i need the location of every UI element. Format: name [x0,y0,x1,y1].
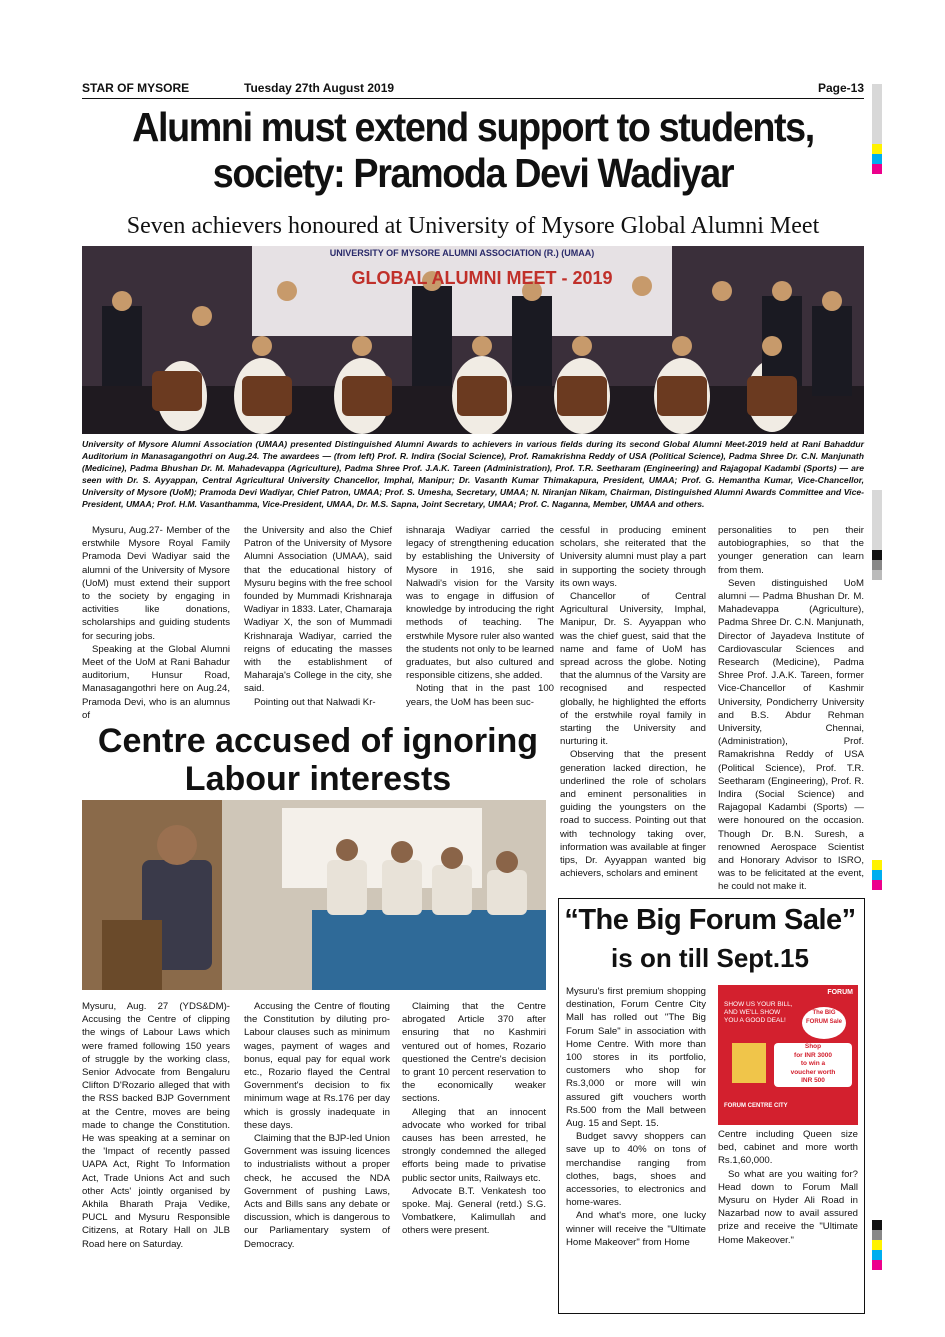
issue-date: Tuesday 27th August 2019 [244,81,395,95]
paragraph: Mysuru's first premium shopping destination, Forum Centre City Mall has rolled out "The Big Forum Sale" in association with Home Centre. With more than 100 stores in its portfolio, customers who shop for Rs.3,000 or more will win assured gift vouchers worth Rs.500 from the Mall between Aug. 15 and Sept. 15. [566,986,706,1130]
cyan-mark [872,154,882,164]
paper-name: STAR OF MYSORE [82,81,190,95]
forum-sale-subtitle: is on till Sept.15 [611,943,809,973]
story2-column-3 [402,1000,546,1238]
story1-column-2 [244,524,392,709]
paragraph: Chancellor of Central Agricultural University, Imphal, Manipur, Dr. S. Ayyappan who was the chief guest, said that the name and fame of UoM has spread across the globe. Noting that the alumnus of the Varsity are recognised and respected globally, he highlighted the efforts of the erstwhile royal family in starting the University and nurturing it. [560,591,706,748]
poster-offer-5: INR 500 [801,1077,825,1085]
registration-marks [872,84,882,174]
cyan-mark [872,1250,882,1260]
poster-brand: FORUM [827,989,853,996]
paragraph: Accusing the Centre of flouting the Constitution by diluting pro-Labour clauses such as minimum wages, payment of wages and bonus, equal pay for equal work etc., Rozario flayed the Central Government's decision to fix minimum wage at Rs.176 per day which is grossly inadequate in these days. [244,1001,390,1131]
poster-gift-box [732,1043,766,1083]
paragraph: personalities to pen their autobiographies, so that the younger generation can learn from them. [718,525,864,576]
registration-marks [872,490,882,580]
paragraph: ishnaraja Wadiyar carried the legacy of strengthening education by establishing the University of Mysore in 1916, she said Nalwadi's vision for the Varsity was to engage in diffusion of knowledge by introducing the right methods of teaching. The erstwhile Mysore ruler also wanted the students not only to be learned graduates, but also cultured and responsible citizens, she added. [406,525,554,682]
paragraph: the University and also the Chief Patron of the University of Mysore Alumni Association (UMAA), said that the educational history of Mysuru begins with the free school founded by Mummadi Krishnaraja Wadiyar in 1833. Later, Chamaraja Wadiyar X, the son of Mummadi Krishnaraja Wadiyar, carried the reigns of educating the masses with the establishment of Maharaja's College in the city, she said. [244,525,392,695]
magenta-mark [872,1260,882,1270]
forum-sale-column-1 [566,985,706,1249]
magenta-mark [872,164,882,174]
story1-column-3 [406,524,554,709]
yellow-mark [872,144,882,154]
poster-footer: FORUM CENTRE CITY [724,1103,788,1109]
paragraph: And what's more, one lucky winner will receive the "Ultimate Home Makeover" from Home [566,1210,706,1248]
poster-line2: AND WE'LL SHOW [724,1009,781,1016]
story1-headline-line2: society: Pramoda Devi Wadiyar [212,150,734,196]
grey-mark [872,570,882,580]
poster-line3: YOU A GOOD DEAL! [724,1017,786,1024]
poster-line1: SHOW US YOUR BILL, [724,1001,793,1008]
story1-column-5 [718,524,864,894]
paragraph: Mysuru, Aug.27- Member of the erstwhile Mysore Royal Family Pramoda Devi Wadiyar said the alumni of the University of Mysore (UoM) must extend their support to the society by engaging in activities like donations, scholarships and guiding students for securing jobs. [82,525,230,642]
paragraph: Speaking at the Global Alumni Meet of the UoM at Rani Bahadur auditorium, Hunsur Road, Manasagangothri here on Aug.24, Pramoda Devi, who is an alumnus of [82,643,230,721]
story2-headline [82,722,554,798]
yellow-mark [872,860,882,870]
paragraph: So what are you waiting for? Head down to Forum Mall Mysuru on Hyder Ali Road in Nazarbad now to avail assured prize and receive the "Ultimate Home Makeover." [718,1168,858,1246]
paragraph: cessful in producing eminent scholars, she reiterated that the University alumni must play a part in supporting the society through its own ways. [560,525,706,589]
paragraph: Claiming that the BJP-led Union Government was issuing licences to industrialists without a proper check, he accused the NDA Government of pushing Laws, Acts and Bills sans any debate or discussion, which is dangerous to our Parliamentary system of Democracy. [244,1133,390,1250]
page-number: Page-13 [817,81,864,95]
story2-headline-line1: Centre accused of ignoring [97,722,539,760]
photo-banner-top: UNIVERSITY OF MYSORE ALUMNI ASSOCIATION (R.) (UMAA) [329,248,595,258]
story1-column-1 [82,524,230,722]
poster-offer-4: voucher worth [790,1068,836,1076]
forum-sale-title: “The Big Forum Sale” [564,904,856,936]
poster-offer [774,1043,852,1087]
story1-headline-line1: Alumni must extend support to students, [132,104,814,150]
grey-block [872,490,882,550]
poster-offer-2: for INR 3000 [794,1051,832,1059]
story2-headline-line2: Labour interests [184,760,452,798]
black-mark [872,1220,882,1230]
forum-poster [718,985,858,1125]
story1-headline [113,104,832,196]
grey-mark [872,1230,882,1240]
magenta-mark [872,880,882,890]
paragraph: Centre including Queen size bed, cabinet and more worth Rs.1,60,000. [718,1129,858,1167]
paragraph: Noting that in the past 100 years, the UoM has been suc- [406,683,554,708]
story1-subhead: Seven achievers honoured at University of Mysore Global Alumni Meet [126,213,820,239]
forum-sale-column-2 [718,1128,858,1247]
story2-column-1 [82,1000,230,1251]
paragraph: Claiming that the Centre abrogated Article 370 after ensuring that no Kashmiri ventured out of homes, Rozario questioned the Centre's decision to grant 10 percent reservation to the economically weaker sections. [402,1001,546,1105]
photo-banner: GLOBAL ALUMNI MEET - 2019 [351,268,613,288]
paragraph: Budget savvy shoppers can save up to 40% on tons of merchandise ranging from clothes, bags, shoes and accessories, to electronics and home-wares. [566,1131,706,1209]
seminar-photo-art [82,800,546,990]
yellow-mark [872,1240,882,1250]
paragraph: Observing that the present generation lacked direction, he underlined the role of scholars and eminent personalities in guiding the youngsters on the road to success. Pointing out that with technology taking over, information was available at finger tips, Dr. Ayyappan wanted big achievers, scholars and eminent [560,749,706,880]
poster-badge: The BIG FORUM Sale [802,1007,846,1039]
black-mark [872,550,882,560]
poster-offer-3: to win a [800,1060,826,1068]
registration-marks [872,1220,882,1270]
seminar-photo [82,800,546,990]
photo-caption: University of Mysore Alumni Association (UMAA) presented Distinguished Alumni Awards to achievers in various fields during its second Global Alumni Meet-2019 held at Rani Bahaddur Auditorium in Manasagangothri on Aug.24. The awardees — (from left) Prof. R. Indira (Social Science), Prof. Ramakrishna Reddy of USA (Political Science), Padma Shree Dr. C.N. Manjunath (Medicine), Padma Bhushan Dr. M. Mahadevappa (Agriculture), Padma Shree Prof. J.A.K. Tareen (Administration), Prof. T.R. Seetharam (Engineering) and Rajagopal Kadambi (Sports) — are seen with Dr. S. Ayyappan, Central Agricultural University Chancellor, Imphal, Manipur; Dr. Vasanth Kumar Thimakapura, President, UMAA; Prof. G. Hemantha Kumar, Vice-Chancellor, University of Mysore (UoM); Pramoda Devi Wadiyar, Chief Patron, UMAA; Prof. S. Umesha, Secretary, UMAA; N. Niranjan Nikam, Chairman, Distinguished Alumni Awards Committee and Vice-President, UMAA; Prof. H.M. Vasanthamma, Vice-President, UMAA, Dr. M.S. Sapna, Joint Secretary, UMAA; Prof. C. Naganna, Member, UMAA and others. [82,439,864,509]
alumni-photo [82,246,864,434]
paragraph: Alleging that an innocent advocate who worked for tribal causes has been arrested, he strongly condemned the alleged efforts being made to privatise public sector units, Railways etc. [402,1106,546,1184]
paragraph: Seven distinguished UoM alumni — Padma Bhushan Dr. M. Mahadevappa (Agriculture), Padma Shree Dr. C.N. Manjunath, Director of Jayadeva Institute of Cardiovascular Sciences and Research (Medicine), Padma Shree Prof. J.A.K. Tareen, former Vice-Chancellor of Kashmir University, Pondicherry University and B.S. Abdur Rehman University, Chennai, (Administration), Prof. Ramakrishna Reddy of USA (Political Science), Prof. T.R. Seetharam (Engineering), Prof. R. Indira (Social Science) and Rajagopal Kadambi (Sports) — were honoured on the occasion. Though Dr. B.N. Suresh, a renowned Aerospace Scientist and Honorary Advisor to ISRO, was to be felicitated at the event, he could not make it. [718,577,864,893]
poster-offer-1: Shop [804,1043,822,1050]
grey-block [872,84,882,144]
story2-column-2 [244,1000,390,1251]
registration-marks [872,860,882,890]
grey-mark [872,560,882,570]
paragraph: Advocate B.T. Venkatesh too spoke. Maj. General (retd.) S.G. Vombatkere, Kalimullah and others were present. [402,1185,546,1237]
paragraph: Pointing out that Nalwadi Kr- [254,696,376,708]
story1-column-4 [560,524,706,880]
cyan-mark [872,870,882,880]
masthead [82,80,864,99]
paragraph: Mysuru, Aug. 27 (YDS&DM)- Accusing the Centre of clipping the wings of Labour Laws which were framed following 150 years of struggle by the working class, Senior Advocate from Bengaluru Clifton D'Rozario alleged that with the RSS backed BJP Government at the Centre, moves are being made to change the Constitution. He was speaking at a seminar on the 'Impact of recently passed UAPA Act, Right To Information Act, Trade Unions Act and such other Acts' jointly organised by Akhila Bharath Praja Vedike, PUCL and Mysuru Responsible Citizens, at Rotary Hall on JLB Road here on Saturday. [82,1001,230,1250]
